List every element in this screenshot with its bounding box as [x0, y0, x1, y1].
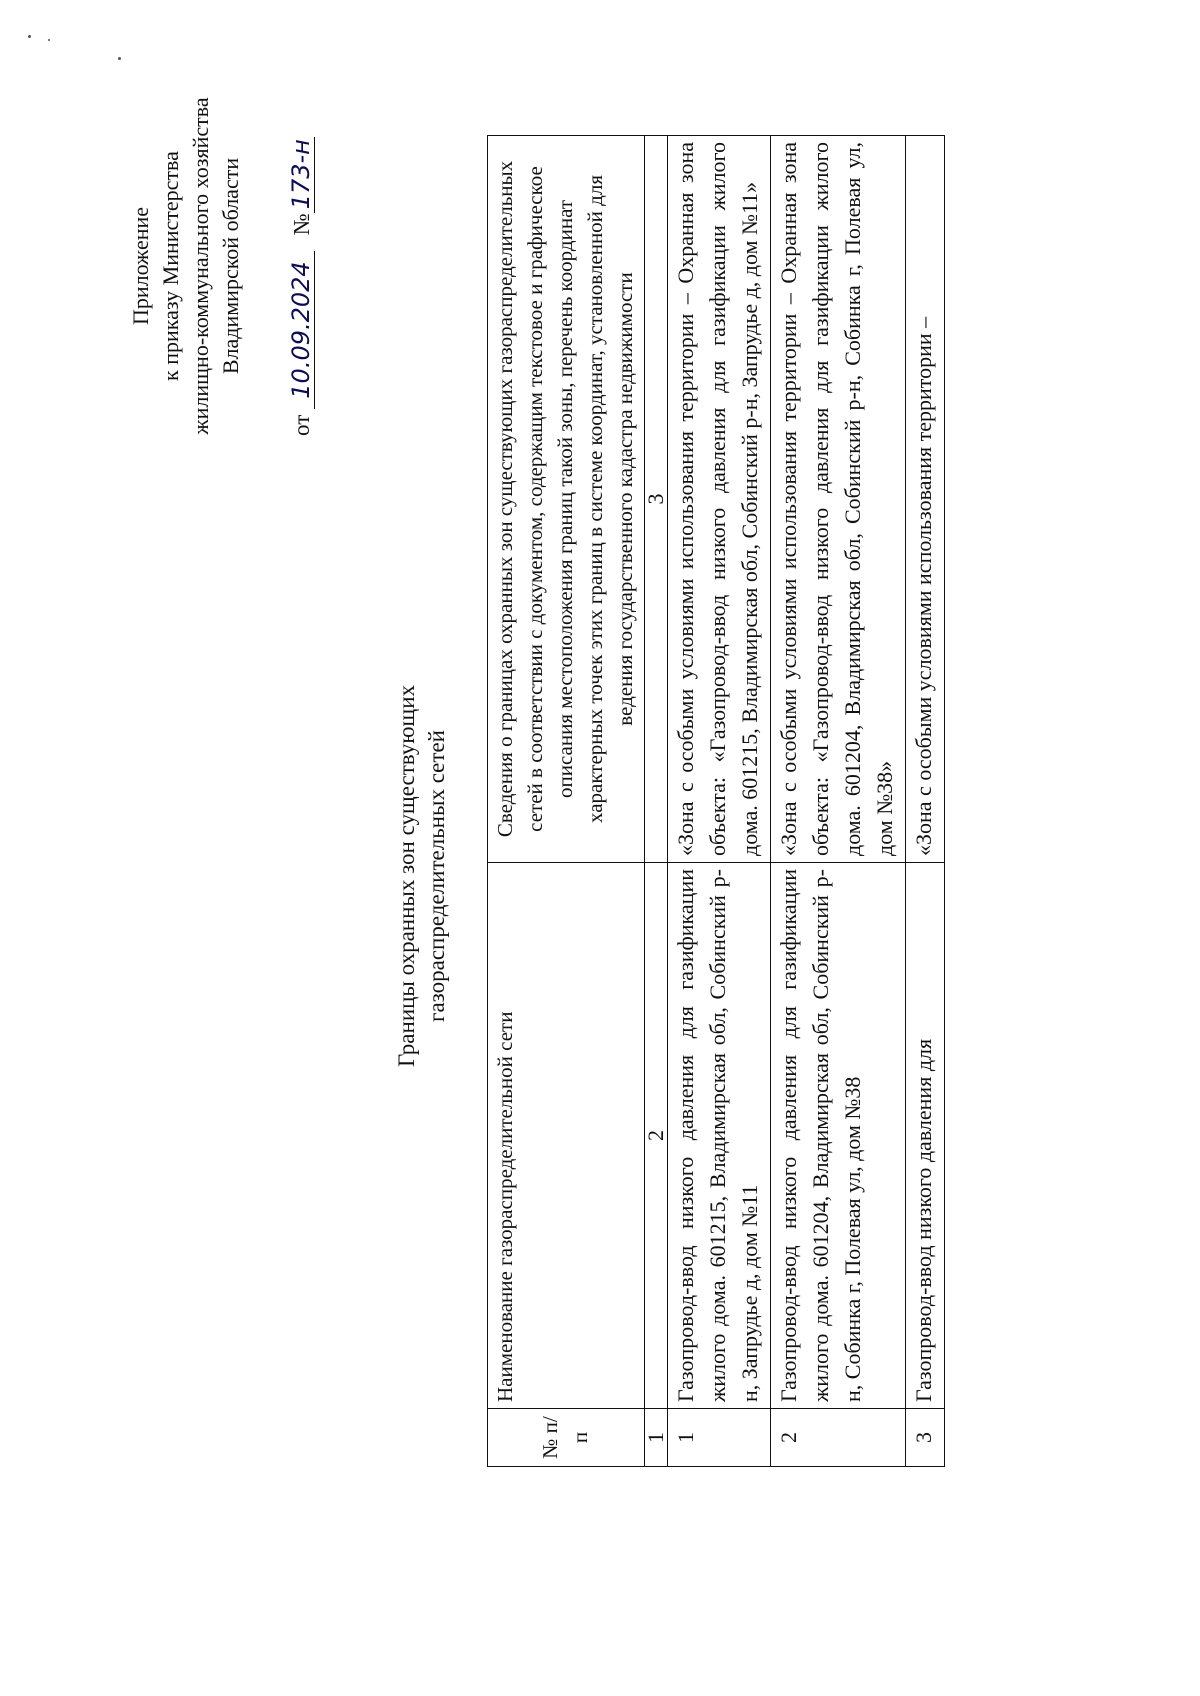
network-name-cell: Газопровод-ввод низкого давления для газификации жилого дома. 601215, Владимирская обл, Собинский р-н, Запрудье д, дом №11	[668, 863, 771, 1409]
scan-speck	[28, 35, 31, 38]
appendix-line: Владимирской области	[218, 157, 243, 375]
scan-speck	[48, 39, 50, 41]
table-row	[771, 136, 906, 1467]
network-name-cell: Газопровод-ввод низкого давления для газификации жилого дома. 601204, Владимирская обл, Собинский р-н, Собинка г, Полевая ул, дом №38	[771, 863, 906, 1409]
appendix-header	[126, 76, 246, 456]
order-date-number	[288, 137, 315, 436]
column-number: 3	[645, 136, 668, 863]
number-prefix: №	[289, 213, 314, 236]
title-line: Границы охранных зон существующих	[394, 684, 419, 1068]
zone-info-cell: «Зона с особыми условиями использования территории – Охранная зона объекта: «Газопровод-ввод низкого давления для газификации жилого дома. 601215, Владимирская обл, Собинский р-н, Запрудье д, дом №11»	[668, 136, 771, 863]
table-row	[906, 136, 945, 1467]
protection-zones-table	[487, 135, 945, 1467]
column-number: 2	[645, 863, 668, 1409]
appendix-line: жилищно-коммунального хозяйства	[188, 97, 213, 435]
column-number-row	[645, 136, 668, 1467]
appendix-line: Приложение	[128, 206, 153, 326]
header-zone-info: Сведения о границах охранных зон существующих газораспределительных сетей в соответствии с документом, содержащим текстовое и графическое описания местоположения границ такой зоны, перечень координат характерных точек этих границ в системе координат, установленной для ведения государственного кадастра недвижимости	[488, 136, 645, 863]
table-row	[668, 136, 771, 1467]
row-number: 3	[906, 1409, 945, 1467]
network-name-cell: Газопровод-ввод низкого давления для	[906, 863, 945, 1409]
handwritten-date: 10.09.2024	[288, 251, 315, 409]
document-title	[392, 646, 452, 1106]
zone-info-cell: «Зона с особыми условиями использования территории –	[906, 136, 945, 863]
zone-info-cell: «Зона с особыми условиями использования территории – Охранная зона объекта: «Газопровод-ввод низкого давления для газификации жилого дома. 601204, Владимирская обл, Собинский р-н, Собинка г, Полевая ул, дом №38»	[771, 136, 906, 863]
table-header-row	[488, 136, 645, 1467]
row-number: 1	[668, 1409, 771, 1467]
handwritten-number: 173-н	[288, 137, 315, 213]
row-number: 2	[771, 1409, 906, 1467]
title-line: газораспределительных сетей	[424, 730, 449, 1022]
scan-speck	[118, 57, 121, 60]
header-network-name: Наименование газораспределительной сети	[488, 863, 645, 1409]
column-number: 1	[645, 1409, 668, 1467]
header-number: № п/п	[488, 1409, 645, 1467]
appendix-line: к приказу Министерства	[158, 151, 183, 381]
date-prefix: от	[289, 414, 314, 436]
